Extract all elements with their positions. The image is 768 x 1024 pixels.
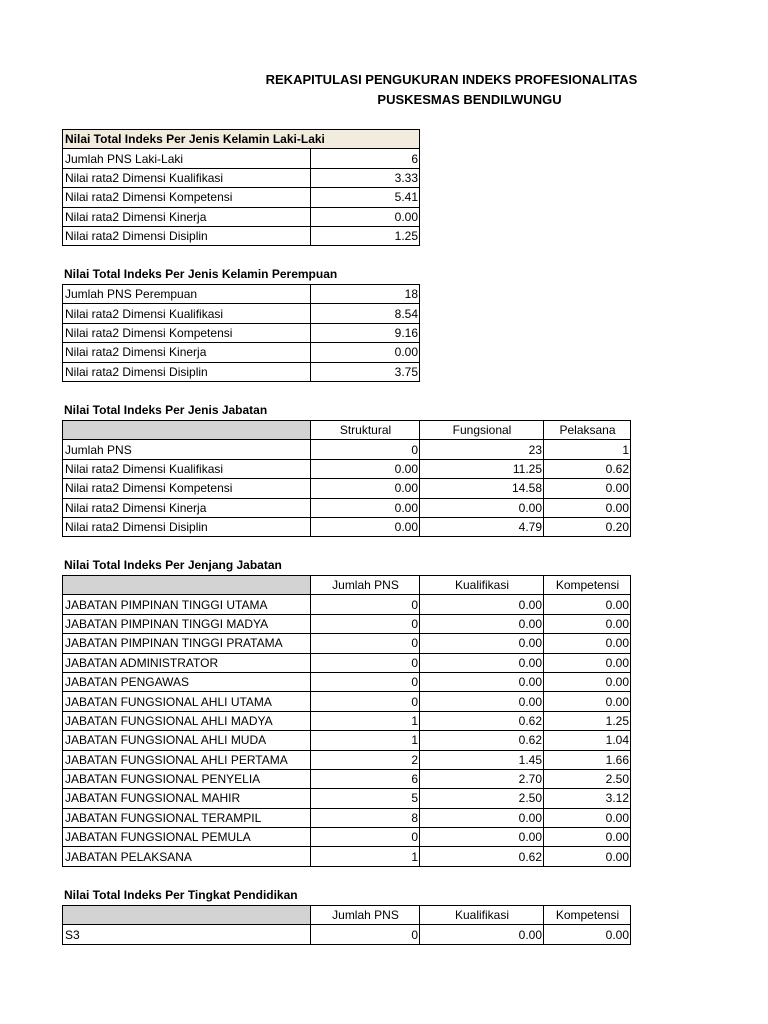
table-row [63, 188, 420, 207]
jabatan-header-blank [63, 421, 311, 440]
jabatan-row-label: Nilai rata2 Dimensi Kompetensi [63, 479, 311, 498]
table-row [63, 149, 420, 168]
jenjang-row-label: JABATAN PIMPINAN TINGGI UTAMA [63, 595, 311, 614]
jenjang-row-value: 0.00 [544, 595, 631, 614]
table-row [63, 769, 631, 788]
jenjang-row-value: 2.70 [420, 769, 544, 788]
table-row [63, 285, 420, 304]
jenjang-row-value: 0.00 [544, 808, 631, 827]
jabatan-row-value: 14.58 [420, 479, 544, 498]
table-row [63, 731, 631, 750]
jenjang-row-value: 0.00 [544, 847, 631, 866]
male-row-label: Nilai rata2 Dimensi Kompetensi [63, 188, 311, 207]
table-row [63, 168, 420, 187]
jenjang-row-label: JABATAN FUNGSIONAL PENYELIA [63, 769, 311, 788]
female-row-label: Nilai rata2 Dimensi Kompetensi [63, 323, 311, 342]
table-row [63, 925, 631, 944]
pendidikan-row-value: 0.00 [544, 925, 631, 944]
table-row [63, 653, 631, 672]
jenjang-row-value: 0.00 [420, 692, 544, 711]
jenjang-row-value: 0.00 [420, 808, 544, 827]
female-heading: Nilai Total Indeks Per Jenis Kelamin Perempuan [64, 267, 338, 281]
table-row [63, 672, 631, 691]
jenjang-row-value: 0.00 [544, 828, 631, 847]
jenjang-row-value: 0.00 [544, 653, 631, 672]
table-row [63, 828, 631, 847]
pendidikan-col-header: Kualifikasi [420, 906, 544, 925]
jenjang-row-label: JABATAN FUNGSIONAL MAHIR [63, 789, 311, 808]
table-row [63, 323, 420, 342]
jabatan-col-header: Fungsional [420, 421, 544, 440]
jabatan-row-label: Nilai rata2 Dimensi Disiplin [63, 517, 311, 536]
female-row-value: 0.00 [311, 343, 420, 362]
table-row [63, 459, 631, 478]
female-row-label: Nilai rata2 Dimensi Kualifikasi [63, 304, 311, 323]
table-row [63, 808, 631, 827]
jabatan-row-value: 0.20 [544, 517, 631, 536]
male-row-label: Nilai rata2 Dimensi Kinerja [63, 207, 311, 226]
male-row-label: Nilai rata2 Dimensi Kualifikasi [63, 168, 311, 187]
jenjang-row-label: JABATAN FUNGSIONAL AHLI PERTAMA [63, 750, 311, 769]
male-rows [63, 149, 420, 246]
jenjang-row-value: 0 [311, 634, 420, 653]
table-row [63, 517, 631, 536]
female-row-label: Nilai rata2 Dimensi Kinerja [63, 343, 311, 362]
female-index-table [62, 284, 420, 382]
jenjang-row-label: JABATAN PELAKSANA [63, 847, 311, 866]
jenjang-row-value: 8 [311, 808, 420, 827]
female-rows [63, 285, 420, 382]
pendidikan-row-value: 0 [311, 925, 420, 944]
jenjang-row-value: 0 [311, 692, 420, 711]
jenjang-row-label: JABATAN ADMINISTRATOR [63, 653, 311, 672]
jabatan-row-value: 1 [544, 440, 631, 459]
jenjang-row-label: JABATAN FUNGSIONAL TERAMPIL [63, 808, 311, 827]
table-row [63, 614, 631, 633]
table-row [63, 226, 420, 245]
jabatan-row-value: 0.00 [544, 498, 631, 517]
jenjang-rows [63, 595, 631, 866]
female-row-label: Jumlah PNS Perempuan [63, 285, 311, 304]
jabatan-heading: Nilai Total Indeks Per Jenis Jabatan [64, 403, 268, 417]
jenjang-row-value: 0.62 [420, 711, 544, 730]
male-row-label: Nilai rata2 Dimensi Disiplin [63, 226, 311, 245]
jenjang-row-value: 0 [311, 595, 420, 614]
jenjang-row-value: 0 [311, 653, 420, 672]
jenjang-row-value: 6 [311, 769, 420, 788]
jenjang-row-value: 0.00 [420, 828, 544, 847]
jabatan-row-value: 0 [311, 440, 420, 459]
jenjang-index-table [62, 575, 631, 867]
jenjang-row-value: 1 [311, 711, 420, 730]
jenjang-row-label: JABATAN PIMPINAN TINGGI MADYA [63, 614, 311, 633]
female-row-value: 8.54 [311, 304, 420, 323]
jenjang-row-value: 1.25 [544, 711, 631, 730]
table-row [63, 789, 631, 808]
jabatan-row-value: 0.00 [544, 479, 631, 498]
jenjang-row-value: 0.00 [544, 634, 631, 653]
jenjang-row-value: 1 [311, 847, 420, 866]
jenjang-heading: Nilai Total Indeks Per Jenjang Jabatan [64, 558, 282, 572]
jenjang-row-value: 0 [311, 672, 420, 691]
jenjang-header-blank [63, 576, 311, 595]
jenjang-row-value: 0.62 [420, 731, 544, 750]
jenjang-row-value: 1.66 [544, 750, 631, 769]
document-title: REKAPITULASI PENGUKURAN INDEKS PROFESIONALITAS [265, 72, 638, 87]
jenjang-col-header: Jumlah PNS [311, 576, 420, 595]
jabatan-row-value: 0.62 [544, 459, 631, 478]
jenjang-row-value: 2.50 [544, 769, 631, 788]
jabatan-rows [63, 440, 631, 537]
jabatan-row-value: 0.00 [311, 498, 420, 517]
document-subtitle: PUSKESMAS BENDILWUNGU [377, 92, 562, 107]
jabatan-col-header: Pelaksana [544, 421, 631, 440]
table-row [63, 692, 631, 711]
jenjang-row-label: JABATAN FUNGSIONAL PEMULA [63, 828, 311, 847]
table-row [63, 343, 420, 362]
male-row-value: 0.00 [311, 207, 420, 226]
jenjang-row-value: 1.04 [544, 731, 631, 750]
jenjang-row-label: JABATAN PENGAWAS [63, 672, 311, 691]
female-row-value: 18 [311, 285, 420, 304]
jenjang-row-label: JABATAN FUNGSIONAL AHLI MADYA [63, 711, 311, 730]
jenjang-row-value: 3.12 [544, 789, 631, 808]
jabatan-row-value: 4.79 [420, 517, 544, 536]
jenjang-row-value: 0.00 [420, 672, 544, 691]
jabatan-row-label: Jumlah PNS [63, 440, 311, 459]
jabatan-row-label: Nilai rata2 Dimensi Kualifikasi [63, 459, 311, 478]
table-row [63, 479, 631, 498]
table-row [63, 595, 631, 614]
table-row [63, 847, 631, 866]
female-row-value: 9.16 [311, 323, 420, 342]
jabatan-row-value: 0.00 [311, 459, 420, 478]
jenjang-col-header: Kualifikasi [420, 576, 544, 595]
jabatan-row-value: 0.00 [311, 479, 420, 498]
jenjang-row-value: 2.50 [420, 789, 544, 808]
jenjang-row-label: JABATAN FUNGSIONAL AHLI UTAMA [63, 692, 311, 711]
male-row-label: Jumlah PNS Laki-Laki [63, 149, 311, 168]
jenjang-row-value: 5 [311, 789, 420, 808]
jenjang-col-header: Kompetensi [544, 576, 631, 595]
pendidikan-row-label: S3 [63, 925, 311, 944]
jenjang-row-value: 0.00 [420, 614, 544, 633]
male-row-value: 3.33 [311, 168, 420, 187]
male-index-table [62, 129, 420, 246]
jenjang-row-value: 0.62 [420, 847, 544, 866]
pendidikan-header-blank [63, 906, 311, 925]
jenjang-row-value: 0.00 [544, 692, 631, 711]
jabatan-row-value: 11.25 [420, 459, 544, 478]
table-row [63, 304, 420, 323]
jabatan-row-value: 0.00 [420, 498, 544, 517]
pendidikan-col-header: Kompetensi [544, 906, 631, 925]
jabatan-row-label: Nilai rata2 Dimensi Kinerja [63, 498, 311, 517]
pendidikan-heading: Nilai Total Indeks Per Tingkat Pendidikan [64, 888, 298, 902]
jenjang-row-value: 0.00 [420, 595, 544, 614]
jenjang-row-label: JABATAN FUNGSIONAL AHLI MUDA [63, 731, 311, 750]
jenjang-row-label: JABATAN PIMPINAN TINGGI PRATAMA [63, 634, 311, 653]
male-row-value: 5.41 [311, 188, 420, 207]
jenjang-row-value: 1.45 [420, 750, 544, 769]
pendidikan-rows [63, 925, 631, 944]
jenjang-row-value: 0 [311, 614, 420, 633]
pendidikan-row-value: 0.00 [420, 925, 544, 944]
jabatan-row-value: 23 [420, 440, 544, 459]
jabatan-col-header: Struktural [311, 421, 420, 440]
table-row [63, 634, 631, 653]
pendidikan-index-table [62, 905, 631, 945]
female-row-label: Nilai rata2 Dimensi Disiplin [63, 362, 311, 381]
jabatan-row-value: 0.00 [311, 517, 420, 536]
table-row [63, 711, 631, 730]
table-row [63, 207, 420, 226]
table-row [63, 750, 631, 769]
jenjang-row-value: 1 [311, 731, 420, 750]
jabatan-index-table [62, 420, 631, 537]
jenjang-row-value: 0.00 [544, 672, 631, 691]
female-row-value: 3.75 [311, 362, 420, 381]
jenjang-row-value: 0.00 [420, 653, 544, 672]
pendidikan-col-header: Jumlah PNS [311, 906, 420, 925]
table-row [63, 440, 631, 459]
male-row-value: 6 [311, 149, 420, 168]
table-row [63, 498, 631, 517]
jenjang-row-value: 0.00 [420, 634, 544, 653]
jenjang-row-value: 2 [311, 750, 420, 769]
male-row-value: 1.25 [311, 226, 420, 245]
jenjang-row-value: 0 [311, 828, 420, 847]
male-heading: Nilai Total Indeks Per Jenis Kelamin Laki-Laki [63, 130, 420, 149]
jenjang-row-value: 0.00 [544, 614, 631, 633]
table-row [63, 362, 420, 381]
